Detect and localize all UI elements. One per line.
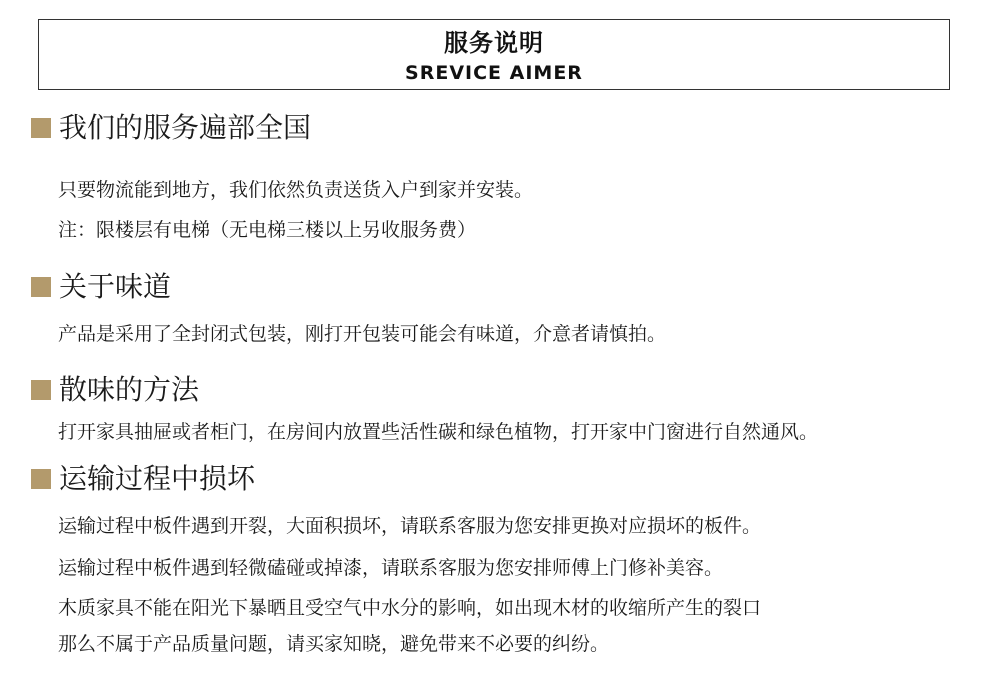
square-bullet-icon bbox=[31, 277, 51, 297]
section-heading-deodorize bbox=[31, 373, 199, 407]
section-title: 我们的服务遍部全国 bbox=[59, 111, 312, 144]
page-subtitle: SREVICE AIMER bbox=[405, 62, 583, 84]
body-text-line: 只要物流能到地方，我们依然负责送货入户到家并安装。 bbox=[58, 179, 534, 201]
body-text-line: 运输过程中板件遇到开裂，大面积损坏，请联系客服为您安排更换对应损坏的板件。 bbox=[58, 515, 762, 537]
section-heading-transport-damage bbox=[31, 462, 255, 496]
body-text-line: 产品是采用了全封闭式包装，刚打开包装可能会有味道，介意者请慎拍。 bbox=[58, 323, 667, 345]
header-box bbox=[38, 19, 950, 90]
page-title: 服务说明 bbox=[444, 29, 544, 57]
body-text-line: 运输过程中板件遇到轻微磕碰或掉漆，请联系客服为您安排师傅上门修补美容。 bbox=[58, 557, 724, 579]
section-heading-service bbox=[31, 111, 311, 145]
section-title: 关于味道 bbox=[59, 270, 172, 303]
square-bullet-icon bbox=[31, 469, 51, 489]
section-heading-odor bbox=[31, 270, 171, 304]
section-title: 运输过程中损坏 bbox=[59, 462, 256, 495]
square-bullet-icon bbox=[31, 380, 51, 400]
body-text-line: 木质家具不能在阳光下暴晒且受空气中水分的影响，如出现木材的收缩所产生的裂口 bbox=[58, 597, 762, 619]
section-title: 散味的方法 bbox=[59, 373, 200, 406]
square-bullet-icon bbox=[31, 118, 51, 138]
body-text-line: 那么不属于产品质量问题，请买家知晓，避免带来不必要的纠纷。 bbox=[58, 633, 610, 655]
body-text-line: 打开家具抽屉或者柜门，在房间内放置些活性碳和绿色植物，打开家中门窗进行自然通风。 bbox=[58, 421, 819, 443]
body-text-line: 注：限楼层有电梯（无电梯三楼以上另收服务费） bbox=[58, 219, 477, 241]
